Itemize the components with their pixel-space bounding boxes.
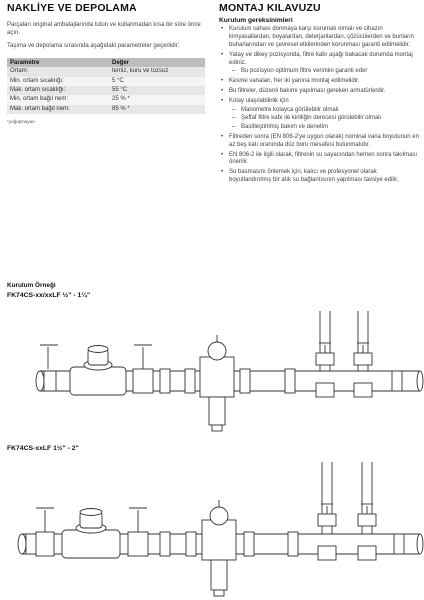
requirement-item: • Yatay ve dikey pozisyonda, filtre kabı aşağı bakacak durumda montaj ediniz. — [219, 52, 419, 68]
table-cell-parameter: Mak. ortam sıcaklığı: — [7, 86, 109, 95]
requirement-item: • EN 806-2 ile ilgili olarak, filtrenin su sayacından hemen sonra takılması önerilir. — [219, 152, 419, 168]
installation-diagram-small — [0, 305, 424, 435]
table-row — [7, 105, 205, 114]
section-title-transport: NAKLİYE VE DEPOLAMA — [7, 2, 137, 14]
parameter-table-header — [7, 58, 205, 67]
transport-storage-section — [7, 2, 205, 124]
requirement-subitem: – Bu pozisyon optimum filtre verimini garanti eder — [219, 68, 419, 76]
table-row — [7, 86, 205, 95]
table-cell-value: temiz, kuru ve tozsuz — [109, 67, 205, 76]
requirement-item: • Kesme vanaları, her iki yanına montaj edilmelidir. — [219, 78, 419, 86]
model-label-large: FK74CS-xxLF 1½" - 2" — [7, 445, 79, 452]
requirement-item: • Bu filtreler, düzenli bakımı yapılması gereken armatürlerdir. — [219, 88, 419, 96]
table-row — [7, 95, 205, 104]
table-cell-parameter: Min. ortam bağıl nem: — [7, 95, 109, 104]
requirements-list — [219, 26, 419, 185]
requirement-subitem: – Şeffaf filtre kabı ile kirliliğin derecesi görülebilir olmalı — [219, 115, 419, 123]
table-cell-value: 85 % * — [109, 105, 205, 114]
table-cell-parameter: Mak. ortam bağıl nem: — [7, 105, 109, 114]
table-row — [7, 67, 205, 76]
section-title-installation: MONTAJ KILAVUZU — [219, 2, 321, 14]
installation-diagram-large — [0, 458, 424, 600]
header-parameter: Parametre — [7, 58, 109, 67]
installation-guide-section — [219, 2, 419, 185]
requirement-item: • Su basmasını önlemek için, kalıcı ve profesyonel olarak boyutlandırılmış bir atık su bağlantısının yapılması tavsiye edilir. — [219, 169, 419, 185]
storage-paragraph-2: Taşıma ve depolama sırasında aşağıdaki parametreler geçerlidir: — [7, 42, 180, 49]
requirement-item: • Filtreden sonra (EN 806-2'ye uygun olarak) nominal vana boyutunun en az beş katı oranında düz boru mesafesi bulunmalıdır. — [219, 134, 419, 150]
table-row — [7, 77, 205, 86]
table-cell-parameter: Ortam: — [7, 67, 109, 76]
table-cell-parameter: Min. ortam sıcaklığı: — [7, 77, 109, 86]
header-value: Değer — [109, 58, 205, 67]
storage-paragraph-1: Parçaları original ambalajlarında tutun ve kullanmadan kısa bir süre önce açın. — [7, 22, 201, 37]
requirement-item: • Kolay ulaşılabilirlik için — [219, 98, 419, 106]
parameter-table — [7, 58, 205, 114]
requirement-subitem: – Manometre kolayca görülebilir olmalı — [219, 107, 419, 115]
table-footnote: *yoğuşmayan — [7, 119, 35, 125]
model-label-small: FK74CS-xx/xxLF ½" - 1¼" — [7, 292, 91, 299]
installation-example-title: Kurulum Örneği — [7, 282, 56, 289]
table-cell-value: 55 °C — [109, 86, 205, 95]
table-cell-value: 25 % * — [109, 95, 205, 104]
table-cell-value: 5 °C — [109, 77, 205, 86]
requirements-subtitle: Kurulum gereksinimleri — [219, 17, 293, 24]
requirement-item: • Kurulum sahası donmaya karşı korumalı olmalı ve cihazın kimyasallardan, boyalardan, deterjanlardan, çözücülerden ve bunların buharlarından ve çevresel etkilerinden korunması garanti edilmelidir. — [219, 26, 419, 49]
requirement-subitem: – Basitleştirilmiş bakım ve denetim — [219, 124, 419, 132]
